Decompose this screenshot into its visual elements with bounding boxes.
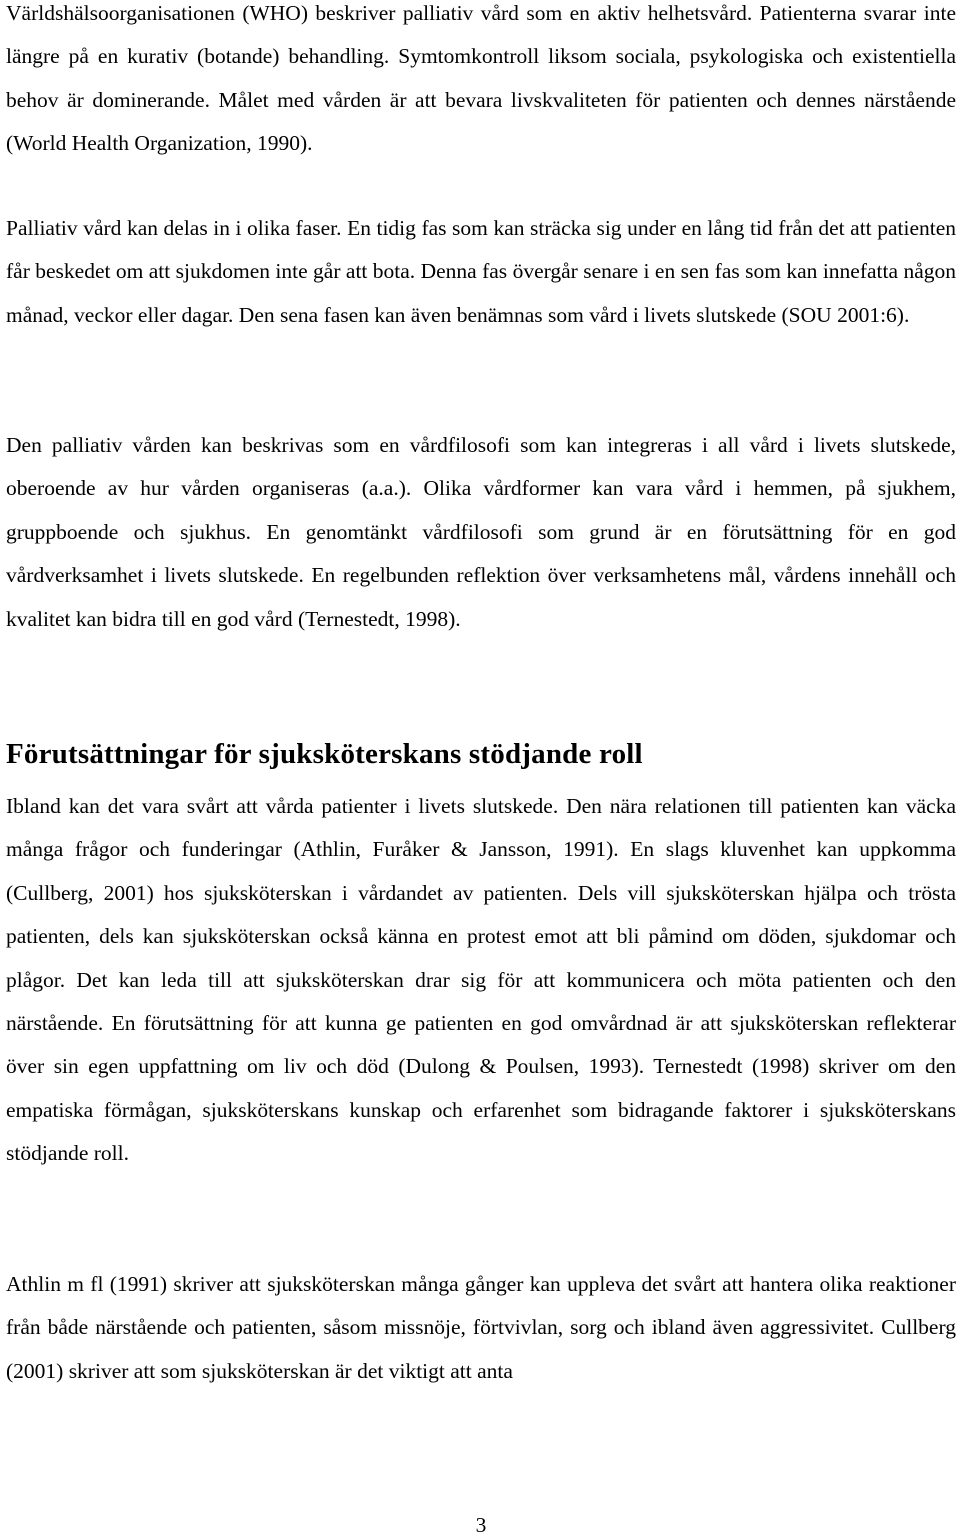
page-number: 3 xyxy=(475,1513,487,1537)
paragraph-palliative-phases: Palliativ vård kan delas in i olika faser. En tidig fas som kan sträcka sig under en lång tid från det att patienten får beskedet om att sjukdomen inte går att bota. Denna fas övergår senare i en sen fas som kan innefatta någon månad, veckor eller dagar. Den sena fasen kan även benämnas som vård i livets slutskede (SOU 2001:6). xyxy=(6,216,956,327)
paragraph-who-definition: Världshälsoorganisationen (WHO) beskriver palliativ vård som en aktiv helhetsvård. Patienterna svarar inte längre på en kurativ (botande) behandling. Symtomkontroll liksom sociala, psykologiska och existentiella behov är dominerande. Målet med vården är att bevara livskvaliteten för patienten och dennes närstående (World Health Organization, 1990). xyxy=(6,1,956,156)
paragraph-nurse-role: Ibland kan det vara svårt att vårda patienter i livets slutskede. Den nära relationen till patienten kan väcka många frågor och funderingar (Athlin, Furåker & Jansson, 1991). En slags kluvenhet kan uppkomma (Cullberg, 2001) hos sjuksköterskan i vårdandet av patienten. Dels vill sjuksköterskan hjälpa och trösta patienten, dels kan sjuksköterskan också känna en protest emot att bli påmind om döden, sjukdomar och plågor. Det kan leda till att sjuksköterskan drar sig för att kommunicera och möta patienten och den närstående. En förutsättning för att kunna ge patienten en god omvårdnad är att sjuksköterskan reflekterar över sin egen uppfattning om liv och död (Dulong & Poulsen, 1993). Ternestedt (1998) skriver om den empatiska förmågan, sjuksköterskans kunskap och erfarenhet som bidragande faktorer i sjuksköterskans stödjande roll. xyxy=(6,794,956,1166)
section-heading: Förutsättningar för sjuksköterskans stödjande roll xyxy=(6,738,643,770)
paragraph-nurse-reactions: Athlin m fl (1991) skriver att sjuksköterskan många gånger kan uppleva det svårt att hantera olika reaktioner från både närstående och patienten, såsom missnöje, förtvivlan, sorg och ibland även aggressivitet. Cullberg (2001) skriver att som sjuksköterskan är det viktigt att anta xyxy=(6,1272,956,1383)
paragraph-care-philosophy: Den palliativ vården kan beskrivas som en vårdfilosofi som kan integreras i all vård i livets slutskede, oberoende av hur vården organiseras (a.a.). Olika vårdformer kan vara vård i hemmen, på sjukhem, gruppboende och sjukhus. En genomtänkt vårdfilosofi som grund är en förutsättning för en god vårdverksamhet i livets slutskede. En regelbunden reflektion över verksamhetens mål, vårdens innehåll och kvalitet kan bidra till en god vård (Ternestedt, 1998). xyxy=(6,433,956,631)
document-page xyxy=(6,0,956,1537)
